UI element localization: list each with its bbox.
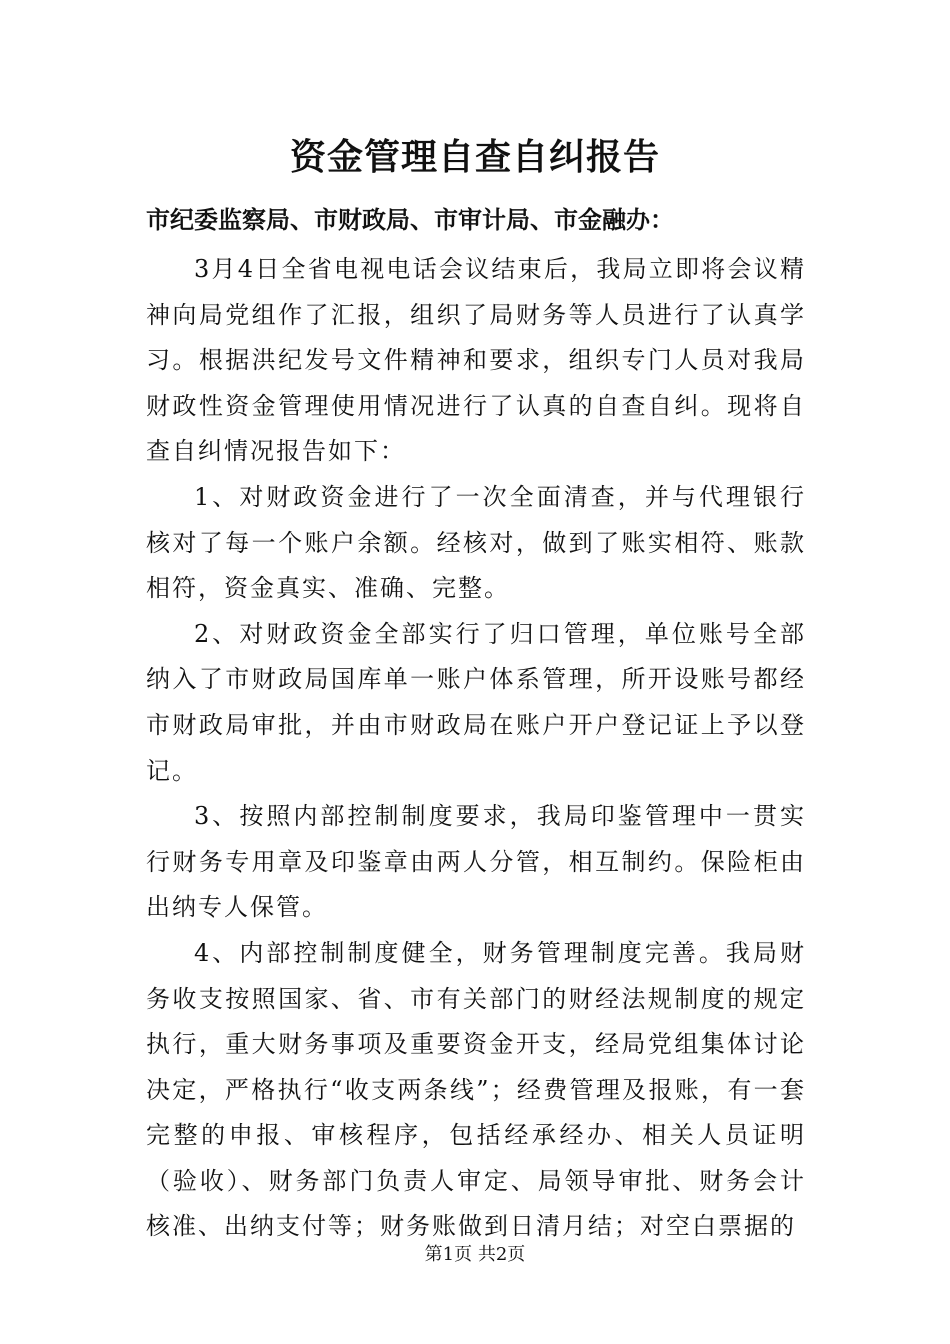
body-paragraph-intro: 3月4日全省电视电话会议结束后，我局立即将会议精神向局党组作了汇报，组织了局财务等人员进行了认真学习。根据洪纪发号文件精神和要求，组织专门人员对我局财政性资金管理使用情况进行了认真的自查自纠。现将自查自纠情况报告如下： — [146, 255, 806, 466]
body-paragraph-item-1: 1、对财政资金进行了一次全面清查，并与代理银行核对了每一个账户余额。经核对，做到了账实相符、账款相符，资金真实、准确、完整。 — [146, 482, 806, 603]
salutation: 市纪委监察局、市财政局、市审计局、市金融办： — [146, 205, 674, 234]
body-paragraph-item-3: 3、按照内部控制制度要求，我局印鉴管理中一贯实行财务专用章及印鉴章由两人分管，相互制约。保险柜由出纳专人保管。 — [146, 802, 806, 922]
page-number-footer: 第1页 共2页 — [424, 1244, 526, 1265]
document-body — [146, 247, 806, 1250]
document-title: 资金管理自查自纠报告 — [289, 136, 660, 178]
body-paragraph-item-2: 2、对财政资金全部实行了归口管理，单位账号全部纳入了市财政局国库单一账户体系管理，所开设账号都经市财政局审批，并由市财政局在账户开户登记证上予以登记。 — [146, 619, 806, 785]
body-paragraph-item-4: 4、内部控制制度健全，财务管理制度完善。我局财务收支按照国家、省、市有关部门的财经法规制度的规定执行，重大财务事项及重要资金开支，经局党组集体讨论决定，严格执行“收支两条线”；经费管理及报账，有一套完整的申报、审核程序，包括经承经办、相关人员证明（验收）、财务部门负责人审定、局领导审批、财务会计核准、出纳支付等；财务账做到日清月结；对空白票据的 — [146, 938, 806, 1241]
